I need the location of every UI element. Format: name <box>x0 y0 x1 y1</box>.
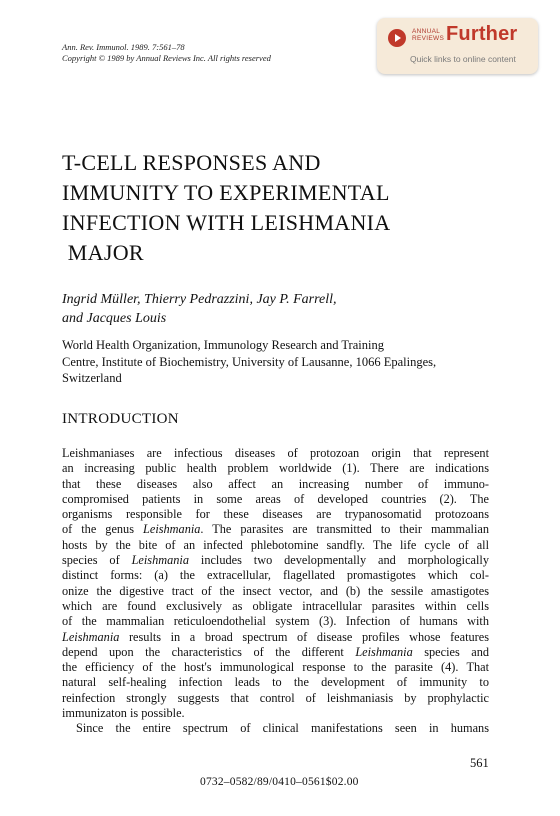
affiliation-line: Centre, Institute of Biochemistry, University of Lausanne, 1066 Epalinges, <box>62 354 437 369</box>
affiliation-line: Switzerland <box>62 371 122 385</box>
body-line: of the genus Leishmania. The parasites are transmitted to their mammalian <box>62 522 489 537</box>
quick-links-subtitle: Quick links to online content <box>410 54 516 64</box>
body-line: natural self-healing infection leads to the development of immunity to <box>62 675 489 690</box>
body-line: that these diseases also affect an increasing number of immuno- <box>62 476 489 491</box>
article-title <box>62 148 502 268</box>
body-line: Leishmaniases are infectious diseases of protozoan origin that represent <box>62 446 489 460</box>
title-line: INFECTION WITH LEISHMANIA <box>62 210 391 235</box>
wordmark-line-1: ANNUAL <box>412 28 441 35</box>
body-line: depend upon the characteristics of the different Leishmania species and <box>62 644 490 659</box>
author-line: and Jacques Louis <box>62 311 167 326</box>
body-line: which are found exclusively as obligate intracellular parasites within cells <box>62 598 489 613</box>
journal-header <box>62 42 271 64</box>
section-heading-introduction: INTRODUCTION <box>62 411 179 427</box>
wordmark-line-2: REVIEWS <box>412 35 445 42</box>
further-title: Further <box>446 23 518 45</box>
affiliation <box>62 337 492 387</box>
title-line: IMMUNITY TO EXPERIMENTAL <box>62 180 390 205</box>
body-line: of the mammalian reticuloendothelial system (3). Infection of humans with <box>62 614 489 629</box>
body-line: the efficiency of the host's immunological response to the parasite (4). That <box>62 660 489 675</box>
affiliation-line: World Health Organization, Immunology Research and Training <box>62 338 384 352</box>
page-number: 561 <box>470 756 489 770</box>
annual-reviews-wordmark <box>412 28 444 42</box>
body-line: organisms responsible for these diseases are trypanosomatid protozoans <box>62 507 489 522</box>
body-line: Leishmania results in a broad spectrum of disease profiles whose features <box>62 629 489 644</box>
body-line: immunizaton is possible. <box>62 706 185 721</box>
journal-citation: Ann. Rev. Immunol. 1989. 7:561–78 <box>62 42 185 52</box>
body-line: compromised patients in some areas of developed countries (2). The <box>62 491 489 506</box>
author-line: Ingrid Müller, Thierry Pedrazzini, Jay P. Farrell, <box>62 292 337 307</box>
title-line: MAJOR <box>62 240 144 265</box>
body-line: species of Leishmania includes two developmentally and morphologically <box>62 553 489 568</box>
introduction-body <box>62 446 489 737</box>
body-line: an increasing public health problem worldwide (1). There are indications <box>62 461 489 476</box>
copyright-notice: Copyright © 1989 by Annual Reviews Inc. All rights reserved <box>62 53 271 63</box>
body-line: Since the entire spectrum of clinical manifestations seen in humans <box>76 721 489 736</box>
annual-reviews-logo-icon <box>388 29 406 47</box>
body-line: distinct forms: (a) the extracellular, flagellated promastigotes which col- <box>62 568 489 583</box>
body-line: hosts by the bite of an infected phlebotomine sandfly. The life cycle of all <box>62 537 489 552</box>
body-line: onize the digestive tract of the insect vector, and (b) the sessile amastigotes <box>62 583 489 598</box>
further-quick-links-badge[interactable] <box>377 18 538 74</box>
body-line: reinfection strongly suggests that control of leishmaniasis by prophylactic <box>62 690 489 705</box>
article-code: 0732–0582/89/0410–0561$02.00 <box>200 776 359 788</box>
title-line: T-CELL RESPONSES AND <box>62 150 321 175</box>
author-list <box>62 290 337 328</box>
